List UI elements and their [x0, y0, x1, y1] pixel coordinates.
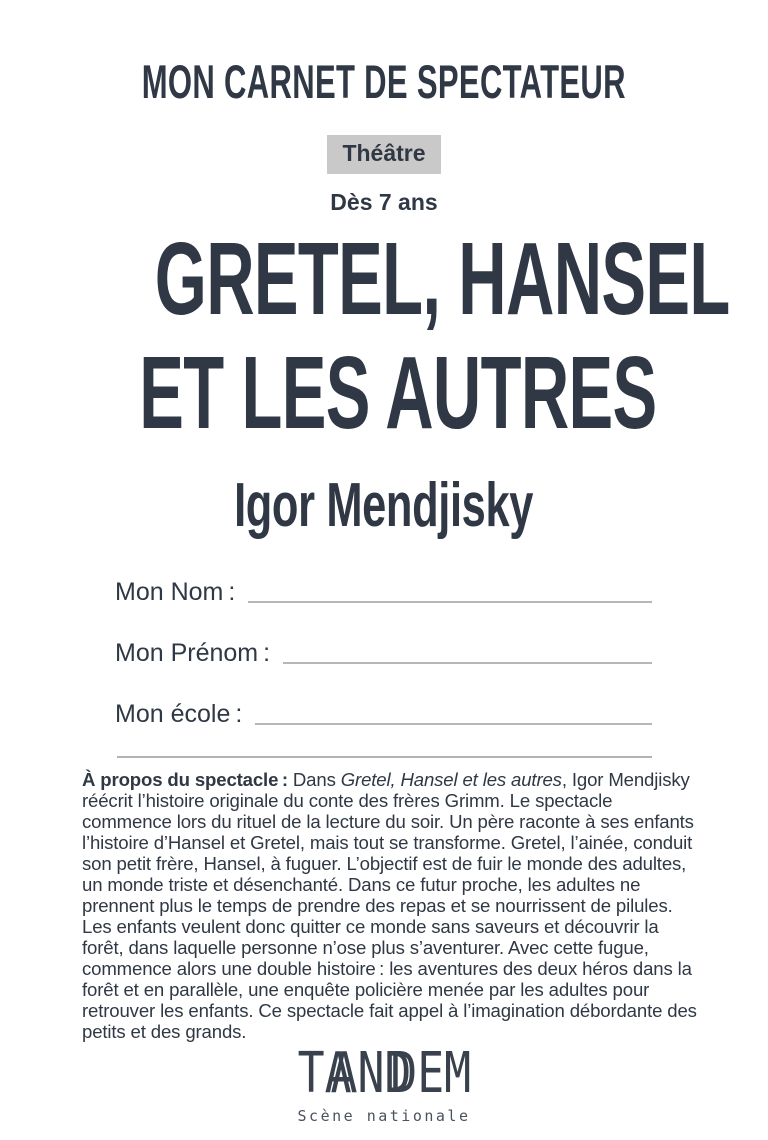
about-paragraph [82, 769, 704, 1042]
about-lead: À propos du spectacle : [82, 769, 293, 790]
show-title-line-2: ET LES AUTRES [139, 335, 657, 450]
age-notice-row [0, 189, 768, 216]
logo-letter: T [297, 1041, 325, 1106]
school-field-label: Mon école : [115, 700, 243, 728]
name-field-row [115, 573, 652, 607]
logo-letter: D [384, 1041, 411, 1106]
school-field-line[interactable] [255, 723, 652, 725]
category-badge-row [0, 135, 768, 174]
about-before-title: Dans [292, 769, 341, 790]
about-body: , Igor Mendjisky réécrit l’histoire originale du conte des frères Grimm. Le spectacle commence lors du rituel de la lecture du soir. Un père raconte à ses enfants l’histoire d’Hansel et Gretel, mais tout se transforme. Gretel, l’ainée, conduit son petit frère, Hansel, à fuguer. L’objectif est de fuir le monde des adultes, un monde triste et désenchanté. Dans ce futur proche, les adultes ne prennent plus le temps de prendre des repas et se nourrissent de pilules. Les enfants veulent donc quitter ce monde sans saveurs et découvrir la forêt, dans laquelle personne n’ose plus s’aventurer. Avec cette fugue, commence alors une double histoire : les aventures des deux héros dans la forêt et en parallèle, une enquête policière menée par les adultes pour retrouver les enfants. Ce spectacle fait appel à l’imagination débordante des petits et des grands. [82, 769, 697, 1042]
firstname-field-row [115, 634, 652, 668]
show-title-line-1: GRETEL, HANSEL [154, 221, 730, 336]
page-kicker: MON CARNET DE SPECTATEUR [141, 55, 627, 108]
author-row [0, 470, 768, 541]
category-badge: Théâtre [327, 135, 440, 174]
show-title [0, 221, 768, 462]
logo-letter: E [416, 1041, 444, 1106]
logo-letter: A [324, 1041, 352, 1106]
age-notice: Dès 7 ans [330, 189, 438, 215]
tandem-logo-letters [297, 1041, 471, 1106]
page-kicker-row [0, 54, 768, 109]
firstname-field-label: Mon Prénom : [115, 639, 271, 667]
firstname-field-line[interactable] [283, 662, 652, 664]
section-divider [117, 756, 652, 758]
tandem-tagline: Scène nationale [297, 1107, 471, 1125]
tandem-tagline-row [0, 1107, 768, 1126]
tandem-logo [0, 1041, 768, 1106]
logo-letter: N [357, 1041, 384, 1106]
about-show-title: Gretel, Hansel et les autres [340, 769, 562, 790]
name-field-line[interactable] [248, 601, 652, 603]
name-field-label: Mon Nom : [115, 578, 236, 606]
logo-letter: M [443, 1041, 471, 1106]
school-field-row [115, 695, 652, 729]
author-name: Igor Mendjisky [234, 471, 534, 540]
student-info-form [0, 573, 768, 729]
